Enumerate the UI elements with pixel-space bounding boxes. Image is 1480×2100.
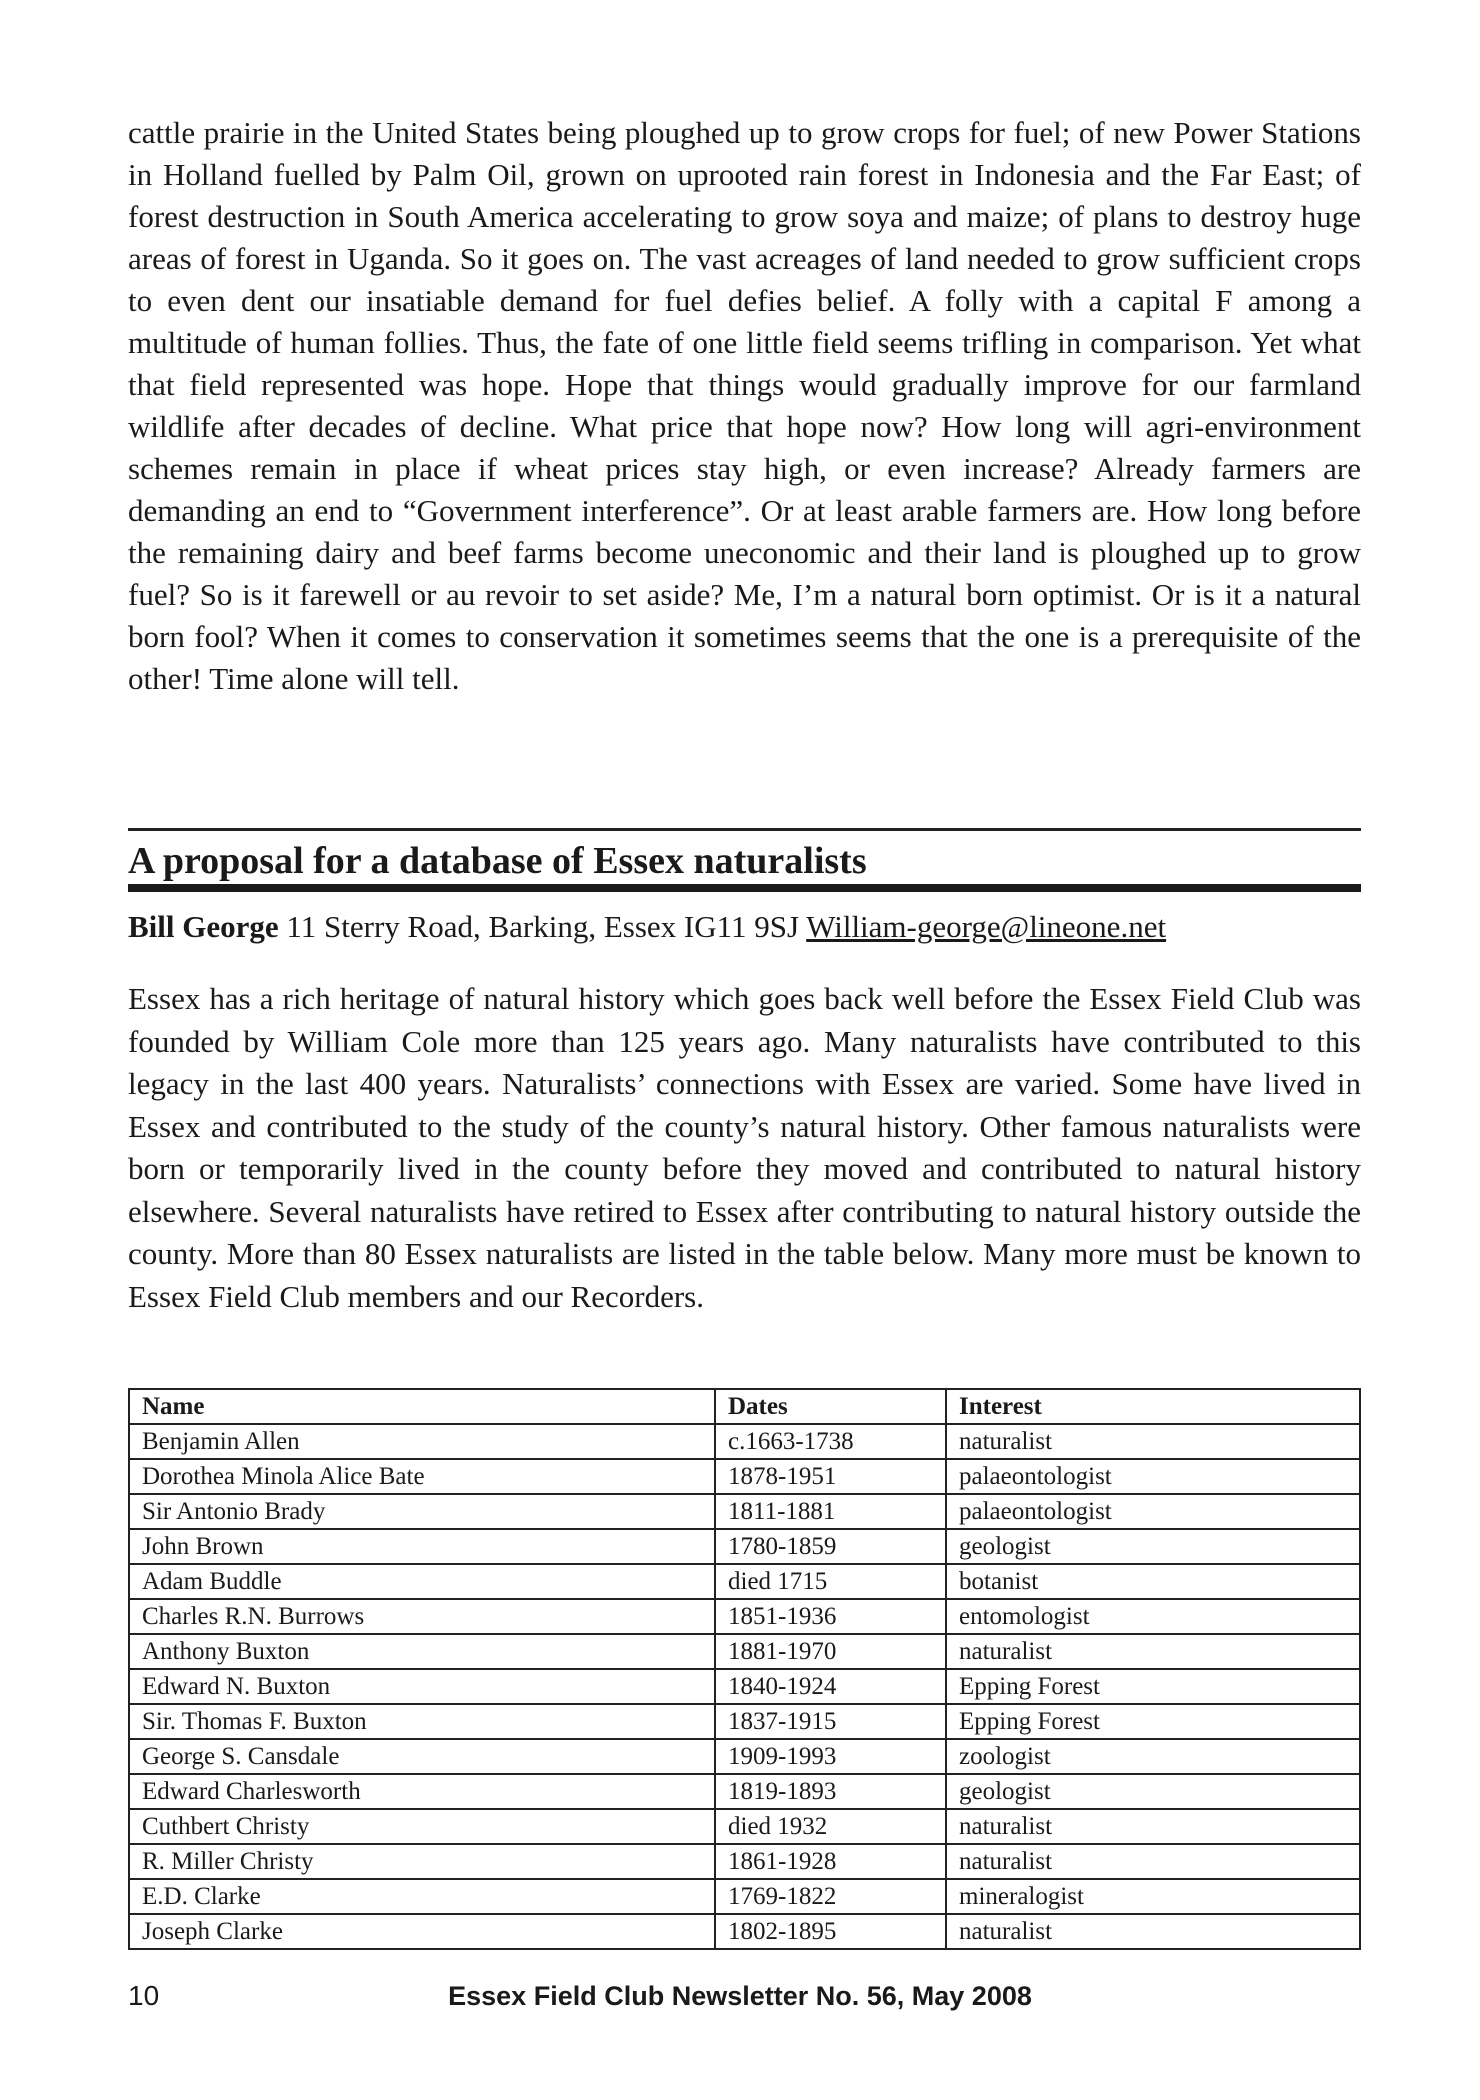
table-row xyxy=(129,1634,1360,1669)
cell-interest: Epping Forest xyxy=(946,1704,1360,1739)
cell-dates: 1802-1895 xyxy=(715,1914,946,1949)
cell-dates: 1909-1993 xyxy=(715,1739,946,1774)
cell-dates: died 1715 xyxy=(715,1564,946,1599)
cell-name: Edward Charlesworth xyxy=(129,1774,715,1809)
table-row xyxy=(129,1529,1360,1564)
article-body: Essex has a rich heritage of natural history which goes back well before the Essex Field Club was founded by William Cole more than 125 years ago. Many naturalists have contributed to this legacy in the last 400 years. Naturalists’ connections with Essex are varied. Some have lived in Essex and contributed to the study of the county’s natural history. Other famous naturalists were born or temporarily lived in the county before they moved and contributed to natural history elsewhere. Several naturalists have retired to Essex after contributing to natural history outside the county. More than 80 Essex naturalists are listed in the table below. Many more must be known to Essex Field Club members and our Recorders. xyxy=(128,981,1361,1314)
cell-interest: naturalist xyxy=(946,1634,1360,1669)
author-email-link[interactable]: William-george@lineone.net xyxy=(806,909,1167,944)
cell-interest: naturalist xyxy=(946,1914,1360,1949)
cell-dates: 1840-1924 xyxy=(715,1669,946,1704)
cell-name: Sir Antonio Brady xyxy=(129,1494,715,1529)
table-row xyxy=(129,1739,1360,1774)
byline xyxy=(128,906,1361,948)
cell-name: George S. Cansdale xyxy=(129,1739,715,1774)
cell-interest: Epping Forest xyxy=(946,1669,1360,1704)
publication-footer: Essex Field Club Newsletter No. 56, May 2008 xyxy=(448,1981,1032,2011)
author-name: Bill George xyxy=(128,909,279,944)
cell-name: Sir. Thomas F. Buxton xyxy=(129,1704,715,1739)
cell-interest: naturalist xyxy=(946,1809,1360,1844)
cell-name: John Brown xyxy=(129,1529,715,1564)
cell-dates: 1811-1881 xyxy=(715,1494,946,1529)
cell-dates: c.1663-1738 xyxy=(715,1424,946,1459)
table-body xyxy=(129,1424,1360,1949)
table-row xyxy=(129,1599,1360,1634)
cell-name: Joseph Clarke xyxy=(129,1914,715,1949)
table-row xyxy=(129,1669,1360,1704)
article-title: A proposal for a database of Essex naturalists xyxy=(128,840,867,882)
cell-interest: entomologist xyxy=(946,1599,1360,1634)
column-header-dates: Dates xyxy=(715,1389,946,1424)
table-row xyxy=(129,1459,1360,1494)
cell-dates: 1878-1951 xyxy=(715,1459,946,1494)
section-divider-top xyxy=(128,828,1361,831)
cell-interest: mineralogist xyxy=(946,1879,1360,1914)
cell-interest: palaeontologist xyxy=(946,1459,1360,1494)
table-header-row xyxy=(129,1389,1360,1424)
cell-interest: naturalist xyxy=(946,1424,1360,1459)
cell-name: Anthony Buxton xyxy=(129,1634,715,1669)
cell-dates: 1780-1859 xyxy=(715,1529,946,1564)
table-row xyxy=(129,1809,1360,1844)
cell-name: R. Miller Christy xyxy=(129,1844,715,1879)
cell-name: Cuthbert Christy xyxy=(129,1809,715,1844)
table-row xyxy=(129,1494,1360,1529)
column-header-name: Name xyxy=(129,1389,715,1424)
author-address: 11 Sterry Road, Barking, Essex IG11 9SJ xyxy=(278,909,807,944)
cell-name: Adam Buddle xyxy=(129,1564,715,1599)
cell-interest: zoologist xyxy=(946,1739,1360,1774)
cell-name: Edward N. Buxton xyxy=(129,1669,715,1704)
cell-dates: 1881-1970 xyxy=(715,1634,946,1669)
intro-paragraph: cattle prairie in the United States being ploughed up to grow crops for fuel; of new Power Stations in Holland fuelled by Palm Oil, grown on uprooted rain forest in Indonesia and the Far East; of forest destruction in South America accelerating to grow soya and maize; of plans to destroy huge areas of forest in Uganda. So it goes on. The vast acreages of land needed to grow sufficient crops to even dent our insatiable demand for fuel defies belief. A folly with a capital F among a multitude of human follies. Thus, the fate of one little field seems trifling in comparison. Yet what that field represented was hope. Hope that things would gradually improve for our farmland wildlife after decades of decline. What price that hope now? How long will agri-environment schemes remain in place if wheat prices stay high, or even increase? Already farmers are demanding an end to “Government interference”. Or at least arable farmers are. How long before the remaining dairy and beef farms become uneconomic and their land is ploughed up to grow fuel? So is it farewell or au revoir to set aside? Me, I’m a natural born optimist. Or is it a natural born fool? When it comes to conservation it sometimes seems that the one is a prerequisite of the other! Time alone will tell. xyxy=(128,115,1361,696)
table-row xyxy=(129,1564,1360,1599)
cell-name: Charles R.N. Burrows xyxy=(129,1599,715,1634)
table-row xyxy=(129,1704,1360,1739)
cell-name: E.D. Clarke xyxy=(129,1879,715,1914)
table-row xyxy=(129,1844,1360,1879)
table-row xyxy=(129,1914,1360,1949)
column-header-interest: Interest xyxy=(946,1389,1360,1424)
naturalists-table xyxy=(128,1388,1361,1950)
cell-dates: 1861-1928 xyxy=(715,1844,946,1879)
cell-dates: 1819-1893 xyxy=(715,1774,946,1809)
cell-dates: 1851-1936 xyxy=(715,1599,946,1634)
cell-interest: palaeontologist xyxy=(946,1494,1360,1529)
cell-dates: 1769-1822 xyxy=(715,1879,946,1914)
cell-dates: 1837-1915 xyxy=(715,1704,946,1739)
table-row xyxy=(129,1879,1360,1914)
cell-dates: died 1932 xyxy=(715,1809,946,1844)
cell-name: Dorothea Minola Alice Bate xyxy=(129,1459,715,1494)
table-row xyxy=(129,1774,1360,1809)
section-divider-bottom xyxy=(128,884,1361,892)
cell-interest: geologist xyxy=(946,1774,1360,1809)
cell-interest: botanist xyxy=(946,1564,1360,1599)
table-row xyxy=(129,1424,1360,1459)
page-number: 10 xyxy=(128,1980,160,2011)
cell-interest: naturalist xyxy=(946,1844,1360,1879)
cell-name: Benjamin Allen xyxy=(129,1424,715,1459)
cell-interest: geologist xyxy=(946,1529,1360,1564)
